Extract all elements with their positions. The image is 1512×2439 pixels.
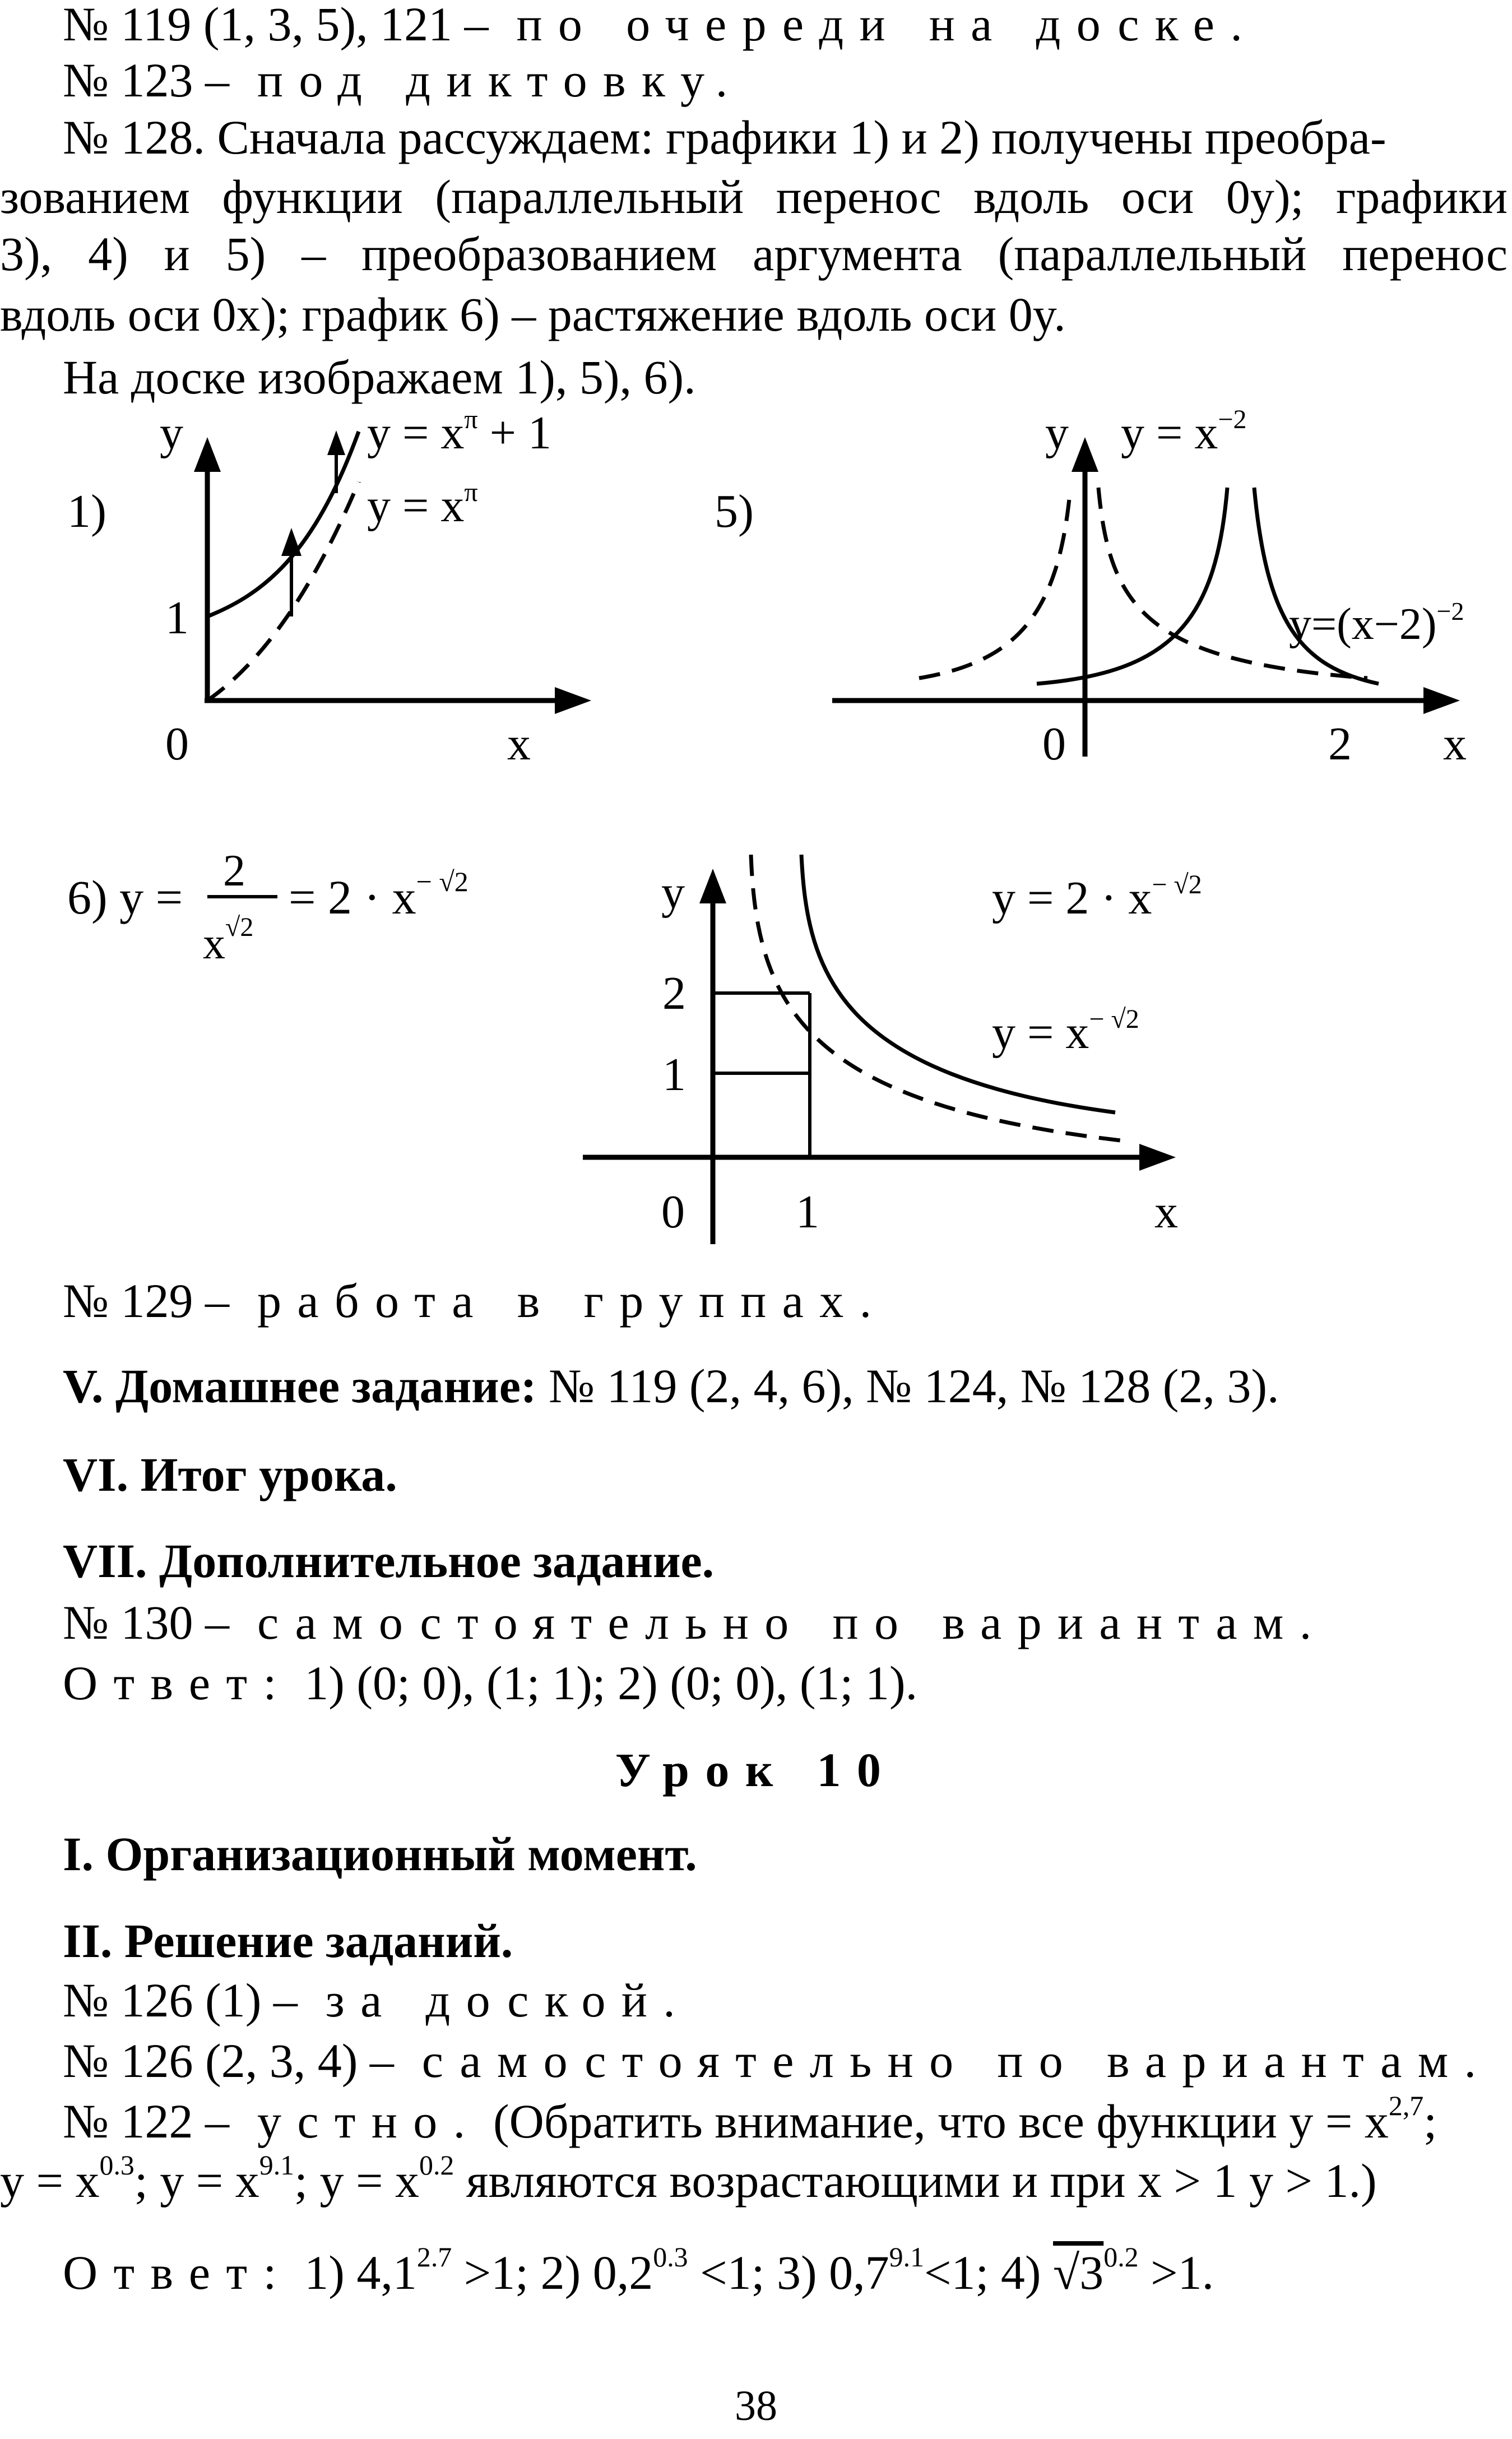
graph-1	[0, 405, 616, 773]
task-line-130: № 130 – самостоятельно по вариантам.	[63, 1596, 1328, 1649]
y-axis-label: y	[1045, 407, 1069, 459]
tick-y-1: 1	[662, 1049, 686, 1101]
curve-dashed-left	[919, 488, 1070, 678]
x-axis-arrow	[1423, 687, 1460, 714]
origin-label: 0	[1042, 718, 1066, 770]
y-axis-label: y	[661, 866, 685, 919]
task-line-126-1: № 126 (1) – за доской.	[63, 1973, 692, 2027]
homework-line: V. Домашнее задание: № 119 (2, 4, 6), № 124, № 128 (2, 3).	[63, 1359, 1279, 1413]
curve-label-a: $y = 2 \cdot x^{- √2}$	[992, 870, 1202, 924]
curve-dashed	[207, 482, 359, 701]
answer-line: Ответ: 1) (0; 0), (1; 1); 2) (0; 0), (1; 1).	[63, 1656, 918, 1710]
origin-label: 0	[165, 718, 189, 770]
formula-lead: 6) y =	[67, 870, 183, 924]
section-heading: VII. Дополнительное задание.	[63, 1534, 715, 1588]
fraction-denominator: $x^{√2}$	[203, 912, 254, 968]
x-axis-arrow	[1139, 1144, 1176, 1171]
x-axis-label: x	[1443, 718, 1467, 770]
task-note: под диктовку.	[229, 53, 744, 107]
x-axis-label: x	[1154, 1186, 1178, 1238]
x-axis-arrow	[555, 687, 591, 714]
paragraph-line: № 128. Сначала рассуждаем: графики 1) и 2) получены преобра-	[63, 110, 1386, 164]
task-note: по очереди на доске.	[488, 0, 1259, 51]
lesson-title: Урок 10	[615, 1743, 897, 1797]
origin-label: 0	[661, 1186, 685, 1238]
tick-x-1: 1	[796, 1186, 819, 1238]
curve-label-a: $y = x^{-2}$	[1121, 405, 1247, 459]
curve-label-b: $y=(x-2)^{-2}$	[1289, 597, 1464, 649]
section-heading: V. Домашнее задание:	[63, 1359, 537, 1413]
task-line-119	[63, 0, 1259, 51]
task-line-126-2: № 126 (2, 3, 4) – самостоятельно по вариантам.	[63, 2034, 1492, 2088]
curve-label-b: $y = x^{- √2}$	[992, 1004, 1139, 1059]
graph-number: 1)	[67, 485, 106, 537]
paragraph-line: 3), 4) и 5) – преобразованием аргумента (параллельный перенос	[0, 227, 1508, 281]
graph-number: 5)	[715, 485, 754, 537]
shift-arrowhead	[327, 430, 345, 455]
y-axis-arrow	[194, 437, 221, 472]
graph-5	[706, 405, 1512, 773]
tick-label: 1	[165, 592, 189, 644]
fraction-numerator: 2	[223, 846, 245, 896]
paragraph-line: зованием функции (параллельный перенос вдоль оси 0y); графики	[0, 170, 1508, 224]
y-axis-label: y	[160, 407, 183, 459]
paragraph-line: $y = x^{0.3}$; $y = x^{9.1}$; $y = x^{0.2}$ являются возрастающими и при x > 1 y > 1.)	[0, 2150, 1377, 2208]
y-axis-arrow	[699, 869, 726, 903]
section-heading: I. Организационный момент.	[63, 1827, 697, 1881]
shift-arrowhead	[281, 528, 302, 556]
answer-line: Ответ: 1) $4,1^{2.7} >1$; 2) $0,2^{0.3} <1$; 3) $0,7^{9.1}<1$; 4) $√3^{0.2} >1$.	[63, 2242, 1214, 2299]
task-line-129: № 129 – работа в группах.	[63, 1274, 888, 1328]
tick-label: 2	[1328, 718, 1352, 770]
task-number: № 123 –	[63, 53, 230, 107]
section-heading: VI. Итог урока.	[63, 1448, 397, 1501]
curve-solid-right	[1254, 488, 1379, 684]
x-axis-label: x	[507, 718, 531, 770]
curve-label-bottom: $y = x^\pi$	[367, 477, 478, 532]
formula-tail: = $2 \cdot x^{- √2}$	[289, 866, 469, 924]
curve-label-top: $y = x^\pi + 1$	[367, 405, 551, 459]
section-heading: II. Решение заданий.	[63, 1914, 513, 1968]
task-number: № 119 (1, 3, 5), 121 –	[63, 0, 489, 51]
paragraph-line: На доске изображаем 1), 5), 6).	[63, 350, 696, 404]
task-line-122: № 122 – устно. (Обратить внимание, что все функции $y = x^{2,7}$;	[63, 2090, 1437, 2148]
curve-dashed-right	[1098, 488, 1367, 678]
task-line-123	[63, 53, 744, 107]
paragraph-line: вдоль оси 0x); график 6) – растяжение вдоль оси 0y.	[0, 288, 1066, 341]
page-number: 38	[735, 2382, 777, 2429]
graph-6	[560, 841, 1289, 1267]
y-axis-arrow	[1072, 437, 1098, 472]
tick-y-2: 2	[662, 967, 686, 1019]
graph-6-formula	[0, 841, 560, 986]
